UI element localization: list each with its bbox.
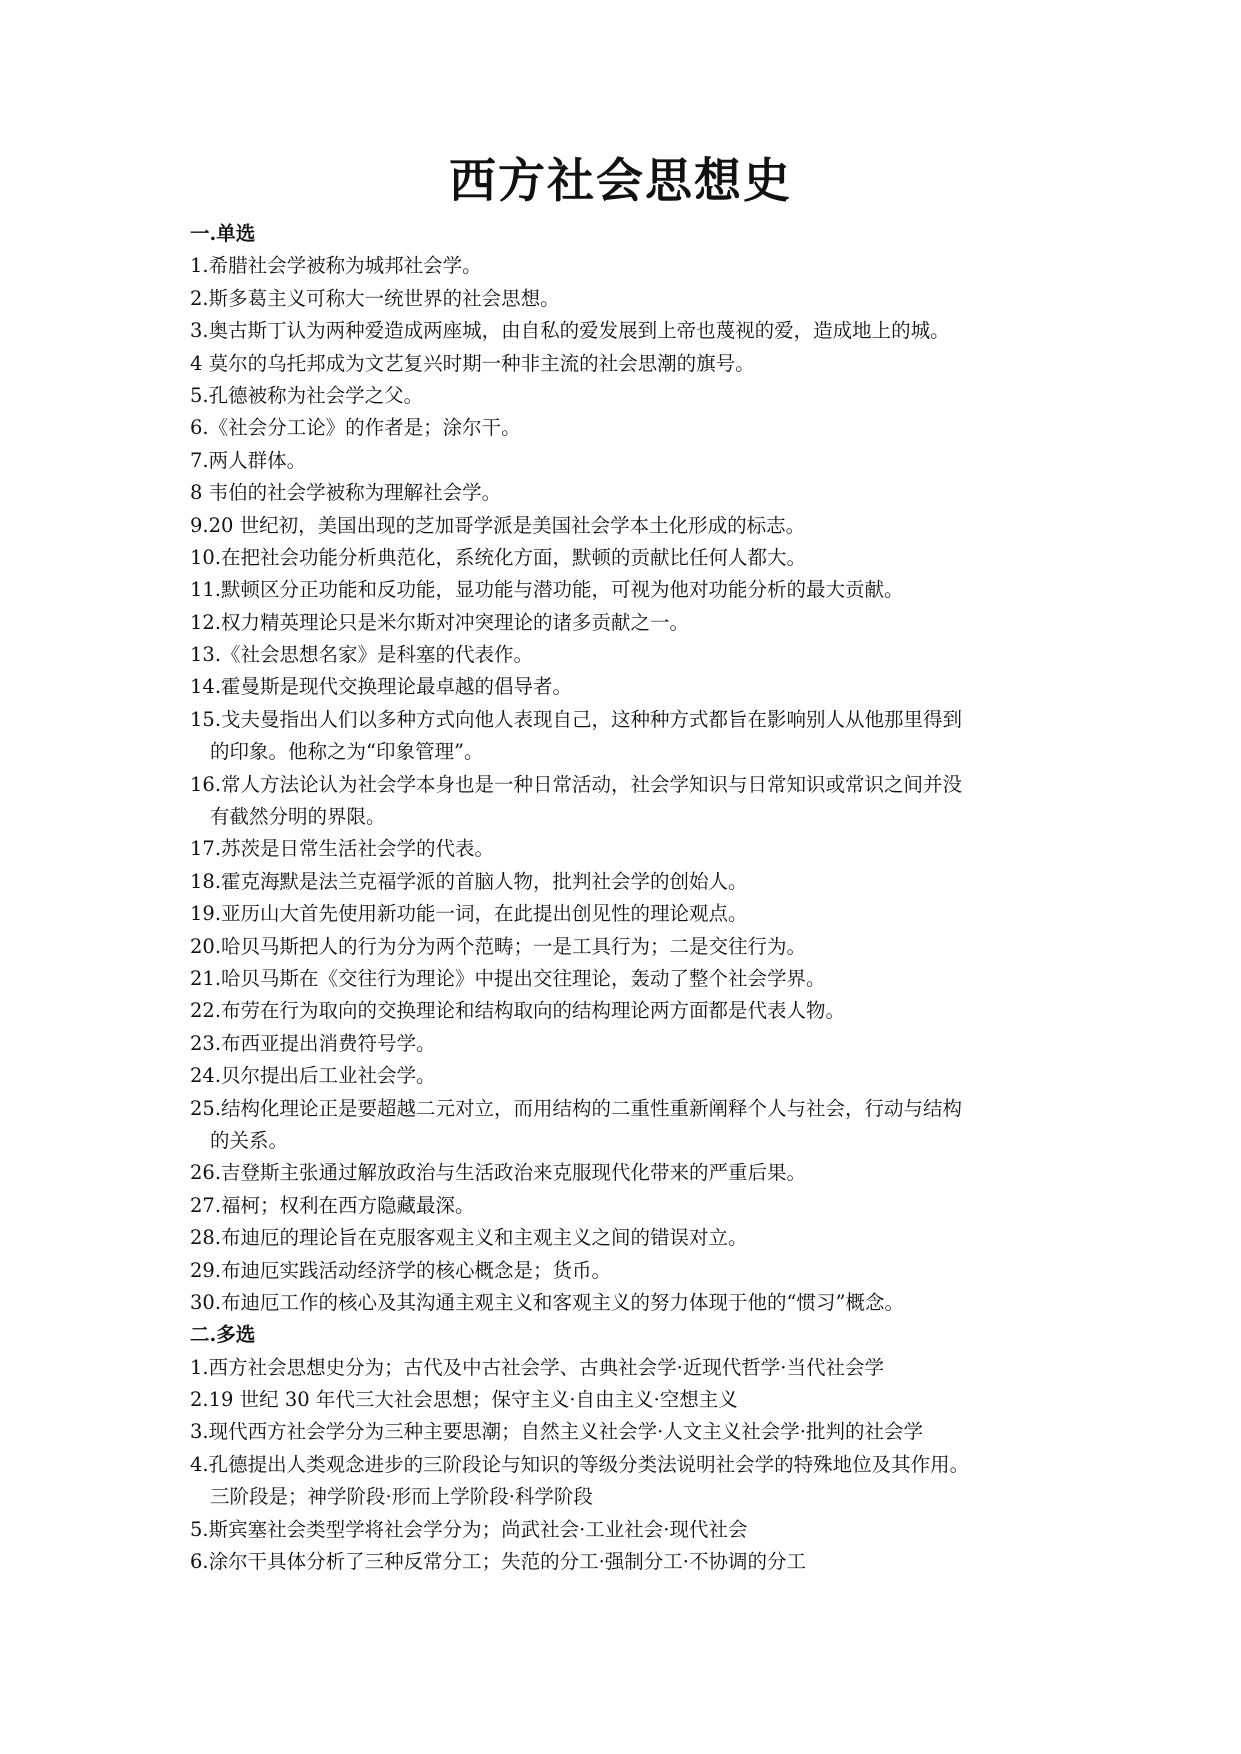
question-line: 26.吉登斯主张通过解放政治与生活政治来克服现代化带来的严重后果。 [190,1161,807,1185]
question-line: 17.苏茨是日常生活社会学的代表。 [190,837,495,861]
question-line: 15.戈夫曼指出人们以多种方式向他人表现自己，这种种方式都旨在影响别人从他那里得到 [190,707,963,731]
section-heading: 一.单选 [190,222,256,245]
question-line: 28.布迪厄的理论旨在克服客观主义和主观主义之间的错误对立。 [190,1226,748,1250]
question-line: 7.两人群体。 [190,448,307,472]
question-line: 3.奥古斯丁认为两种爱造成两座城，由自私的爱发展到上帝也蔑视的爱，造成地上的城。 [190,319,950,343]
question-line: 14.霍曼斯是现代交换理论最卓越的倡导者。 [190,675,573,699]
question-line: 9.20 世纪初，美国出现的芝加哥学派是美国社会学本土化形成的标志。 [190,513,806,537]
question-line: 的印象。他称之为“印象管理”。 [210,740,484,764]
question-line: 12.权力精英理论只是米尔斯对冲突理论的诸多贡献之一。 [190,610,690,634]
question-line: 6.《社会分工论》的作者是；涂尔干。 [190,416,521,440]
question-line: 的关系。 [210,1128,289,1152]
question-line: 有截然分明的界限。 [210,805,386,829]
question-line: 21.哈贝马斯在《交往行为理论》中提出交往理论，轰动了整个社会学界。 [190,966,826,990]
question-line: 1.希腊社会学被称为城邦社会学。 [190,254,482,278]
question-line: 5.孔德被称为社会学之父。 [190,383,424,407]
question-line: 29.布迪厄实践活动经济学的核心概念是；货币。 [190,1258,612,1282]
question-line: 27.福柯；权利在西方隐藏最深。 [190,1193,475,1217]
question-line: 23.布西亚提出消费符号学。 [190,1031,436,1055]
question-line: 8 韦伯的社会学被称为理解社会学。 [190,481,502,505]
question-line: 25.结构化理论正是要超越二元对立，而用结构的二重性重新阐释个人与社会，行动与结构 [190,1096,963,1120]
question-line: 3.现代西方社会学分为三种主要思潮；自然主义社会学·人文主义社会学·批判的社会学 [190,1420,924,1444]
question-line: 13.《社会思想名家》是科塞的代表作。 [190,643,534,667]
question-line: 三阶段是；神学阶段·形而上学阶段·科学阶段 [210,1485,593,1509]
question-line: 4.孔德提出人类观念进步的三阶段论与知识的等级分类法说明社会学的特殊地位及其作用。 [190,1452,970,1476]
question-line: 2.19 世纪 30 年代三大社会思想；保守主义·自由主义·空想主义 [190,1388,738,1412]
question-line: 5.斯宾塞社会类型学将社会学分为；尚武社会·工业社会·现代社会 [190,1517,748,1541]
question-line: 10.在把社会功能分析典范化，系统化方面，默顿的贡献比任何人都大。 [190,545,807,569]
question-line: 1.西方社会思想史分为；古代及中古社会学、古典社会学·近现代哲学·当代社会学 [190,1355,885,1379]
question-line: 18.霍克海默是法兰克福学派的首脑人物，批判社会学的创始人。 [190,869,748,893]
document-body [190,218,1070,1578]
question-line: 16.常人方法论认为社会学本身也是一种日常活动，社会学知识与日常知识或常识之间并没 [190,772,963,796]
question-line: 19.亚历山大首先使用新功能一词，在此提出创见性的理论观点。 [190,902,748,926]
question-line: 6.涂尔干具体分析了三种反常分工；失范的分工·强制分工·不协调的分工 [190,1550,807,1574]
question-line: 24.贝尔提出后工业社会学。 [190,1064,436,1088]
question-line: 30.布迪厄工作的核心及其沟通主观主义和客观主义的努力体现于他的“惯习”概念。 [190,1290,904,1314]
section-heading: 二.多选 [190,1323,256,1347]
question-line: 11.默顿区分正功能和反功能，显功能与潜功能，可视为他对功能分析的最大贡献。 [190,578,904,602]
document-title: 西方社会思想史 [449,154,792,209]
question-line: 20.哈贝马斯把人的行为分为两个范畴；一是工具行为；二是交往行为。 [190,934,807,958]
question-line: 22.布劳在行为取向的交换理论和结构取向的结构理论两方面都是代表人物。 [190,999,846,1023]
question-line: 4 莫尔的乌托邦成为文艺复兴时期一种非主流的社会思潮的旗号。 [190,351,755,375]
question-line: 2.斯多葛主义可称大一统世界的社会思想。 [190,286,560,310]
